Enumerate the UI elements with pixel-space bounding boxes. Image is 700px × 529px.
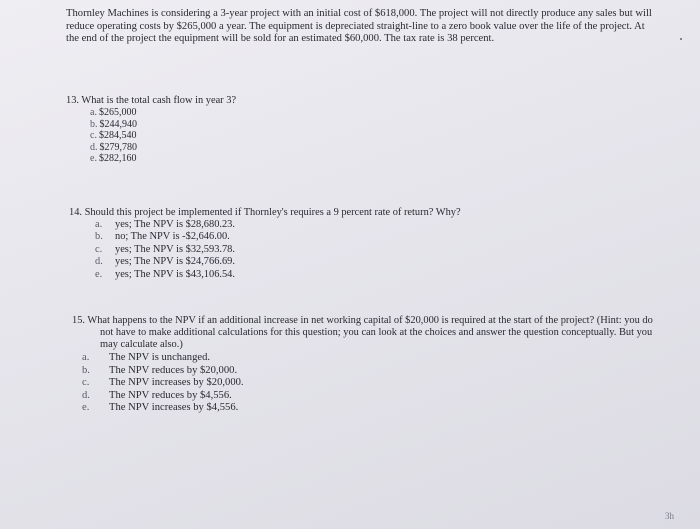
question-13-option-a[interactable] xyxy=(66,107,236,119)
option-text: yes; The NPV is $32,593.78. xyxy=(115,243,235,255)
question-14-option-a[interactable] xyxy=(69,219,461,231)
option-text: yes; The NPV is $28,680.23. xyxy=(115,219,235,230)
option-letter: e. xyxy=(82,402,90,414)
option-letter: d. xyxy=(82,389,90,401)
option-letter: b. xyxy=(90,118,98,130)
option-text: no; The NPV is -$2,646.00. xyxy=(115,231,230,243)
option-text: The NPV reduces by $4,556. xyxy=(109,389,232,401)
question-15-option-c[interactable] xyxy=(72,377,657,390)
option-letter: c. xyxy=(82,377,90,389)
option-text: The NPV increases by $20,000. xyxy=(109,377,244,389)
option-text: $279,780 xyxy=(99,141,137,153)
option-letter: c. xyxy=(90,130,97,142)
option-text: The NPV is unchanged. xyxy=(109,352,211,363)
problem-intro: Thornley Machines is considering a 3-year project with an initial cost of $618,000. The project will not directly produce any sales but will reduce operating costs by $265,000 a year. The equipment is depreciated straight-line to a zero book value over the life of the project. At the end of the project the equipment will be sold for an estimated $60,000. The tax rate is 38 percent. xyxy=(66,8,652,45)
question-14-option-e[interactable] xyxy=(69,269,461,281)
corner-label: 3h xyxy=(665,511,674,521)
question-14-option-d[interactable] xyxy=(69,256,461,268)
option-letter: e. xyxy=(90,153,97,165)
option-letter: a. xyxy=(82,352,90,363)
question-15 xyxy=(72,315,657,415)
option-text: The NPV reduces by $20,000. xyxy=(109,364,238,376)
option-letter: b. xyxy=(95,231,103,243)
option-letter: a. xyxy=(90,107,97,118)
question-14-options xyxy=(69,219,461,281)
question-15-option-b[interactable] xyxy=(72,365,657,378)
option-text: $282,160 xyxy=(98,153,137,165)
question-15-option-d[interactable] xyxy=(72,390,657,403)
option-text: yes; The NPV is $24,766.69. xyxy=(115,256,235,268)
question-13-option-c[interactable] xyxy=(66,130,236,142)
question-13-option-b[interactable] xyxy=(66,119,236,131)
option-text: $265,000 xyxy=(98,107,137,118)
question-14-option-c[interactable] xyxy=(69,244,461,256)
option-letter: a. xyxy=(95,219,103,230)
option-text: $284,540 xyxy=(98,130,137,142)
option-text: The NPV increases by $4,556. xyxy=(109,402,239,414)
question-14-text: 14. Should this project be implemented if Thornley's requires a 9 percent rate of return? Why? xyxy=(69,207,461,218)
question-15-option-a[interactable] xyxy=(72,352,657,365)
stray-mark xyxy=(680,38,682,40)
option-letter: b. xyxy=(82,364,90,376)
question-13-option-e[interactable] xyxy=(66,153,236,165)
option-letter: d. xyxy=(95,256,103,268)
question-13-option-d[interactable] xyxy=(66,142,236,154)
question-15-text: 15. What happens to the NPV if an additional increase in net working capital of $20,000 is required at the start of the project? (Hint: you do not have to make additional calculations for this question; you can look at the choices and answer the question conceptually. But you may calculate also.) xyxy=(72,315,653,350)
question-15-options xyxy=(72,352,657,415)
question-14 xyxy=(69,207,461,281)
question-13-options xyxy=(66,107,236,165)
option-letter: e. xyxy=(95,268,103,280)
option-text: yes; The NPV is $43,106.54. xyxy=(115,268,235,280)
question-14-option-b[interactable] xyxy=(69,231,461,243)
option-text: $244,940 xyxy=(99,118,137,130)
question-15-option-e[interactable] xyxy=(72,402,657,415)
question-13 xyxy=(66,95,236,165)
option-letter: c. xyxy=(95,243,103,255)
option-letter: d. xyxy=(90,141,98,153)
question-13-text: 13. What is the total cash flow in year 3? xyxy=(66,95,237,106)
